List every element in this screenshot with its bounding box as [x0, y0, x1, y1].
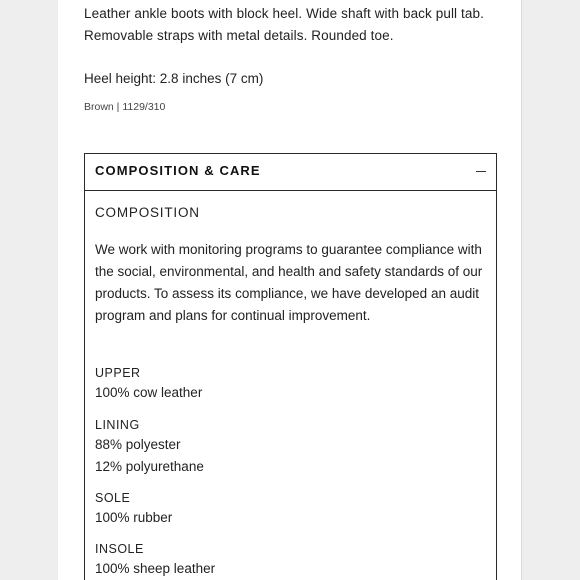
composition-care-panel: [84, 153, 497, 580]
composition-heading: COMPOSITION: [95, 205, 200, 220]
composition-care-toggle[interactable]: [85, 154, 496, 191]
color-reference: Brown | 1129/310: [84, 101, 166, 113]
material-label: SOLE: [95, 491, 131, 505]
material-value: 88% polyester: [95, 437, 181, 452]
left-margin: [0, 0, 58, 580]
material-label: LINING: [95, 418, 140, 432]
product-description: Leather ankle boots with block heel. Wide shaft with back pull tab. Removable straps with metal details. Rounded toe.: [84, 6, 484, 43]
material-label: UPPER: [95, 366, 141, 380]
material-value: 100% sheep leather: [95, 561, 216, 576]
heel-height: Heel height: 2.8 inches (7 cm): [84, 71, 264, 86]
material-label: INSOLE: [95, 542, 144, 556]
material-value: 100% rubber: [95, 510, 173, 525]
product-details-page: [58, 0, 522, 580]
minus-icon[interactable]: [476, 171, 486, 172]
material-sole: [95, 490, 172, 529]
composition-intro: We work with monitoring programs to guarantee compliance with the social, environmental, and health and safety standards of our products. To assess its compliance, we have developed an audit program and plans for continual improvement.: [95, 242, 483, 323]
material-value: 12% polyurethane: [95, 459, 204, 474]
panel-title: COMPOSITION & CARE: [95, 163, 261, 178]
material-upper: [95, 365, 202, 404]
material-insole: [95, 541, 215, 580]
material-value: 100% cow leather: [95, 385, 203, 400]
right-margin: [522, 0, 580, 580]
material-lining: [95, 417, 204, 478]
